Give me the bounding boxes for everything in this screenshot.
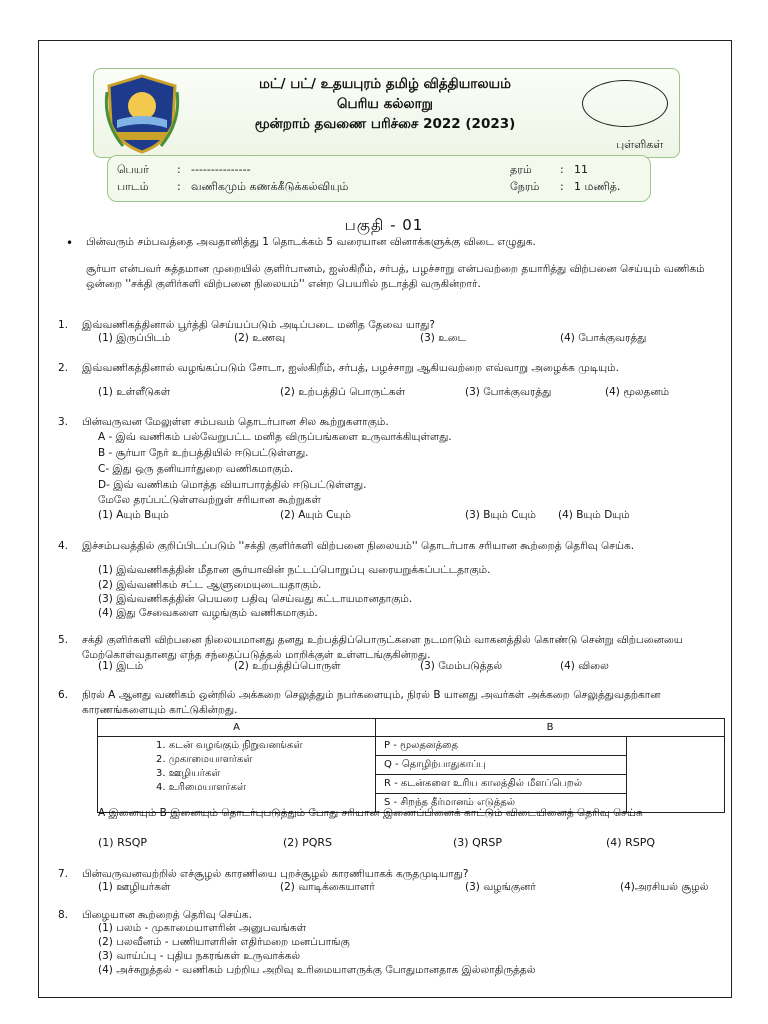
option-4[interactable]: (4) போக்குவரத்து (560, 332, 647, 344)
question-number: 6. (58, 689, 69, 701)
bullet-icon: • (66, 236, 74, 250)
question-number: 3. (58, 416, 69, 428)
option-1[interactable]: (1) ஊழியர்கள் (98, 881, 171, 893)
list-item: 3. ஊழியர்கள் (156, 768, 221, 779)
option-4[interactable]: (4) அச்சுறுத்தல் - வணிகம் பற்றிய அறிவு உரிமையாளருக்கு போதுமானதாக இல்லாதிருத்தல் (98, 964, 536, 976)
time-value: 1 மணித். (574, 180, 621, 193)
list-item: Q - தொழிற்பாதுகாப்பு (376, 756, 627, 775)
question-text: நிரல் A ஆனது வணிகம் ஒன்றில் அக்கறை செலுத்தும் நபர்களையும், நிரல் B யானது அவர்கள் அக்கறை செலுத்துவதற்கான காரணங்களையும் காட்டுகின்றது. (82, 689, 661, 716)
time-row (510, 180, 620, 195)
subject-label: பாடம் (117, 180, 149, 193)
question-text: இவ்வணிகத்தினால் வழங்கப்படும் சோடா, ஐஸ்கிறீம், சர்பத், பழச்சாறு ஆகியவற்றை எவ்வாறு அழைக்க முடியும். (82, 362, 619, 374)
option-1[interactable]: (1) இவ்வணிகத்தின் மீதான சூர்யாவின் நட்டப்பொறுப்பு வரையறுக்கப்பட்டதாகும். (98, 564, 491, 576)
name-value: --------------- (191, 163, 251, 176)
question-number: 7. (58, 868, 69, 880)
question-number: 5. (58, 634, 69, 646)
statement-d: D- இவ் வணிகம் மொத்த வியாபாரத்தில் ஈடுபட்டுள்ளது. (98, 479, 367, 491)
option-2[interactable]: (2) உணவு (234, 332, 286, 344)
statement-a: A - இவ் வணிகம் பல்வேறுபட்ட மனித விருப்பங்களை உருவாக்கியுள்ளது. (98, 431, 452, 443)
grade-row (510, 163, 588, 178)
option-2[interactable]: (2) உற்பத்திப்பொருள் (234, 660, 341, 672)
list-item: R - கடன்களை உரிய காலத்தில் மீளப்பெறல் (376, 775, 627, 794)
list-item: S - சிறந்த தீர்மானம் எடுத்தல் (376, 794, 627, 812)
question-text: இச்சம்பவத்தில் குறிப்பிடப்படும் ''சக்தி குளிர்களி விற்பனை நிலையம்'' தொடர்பாக சரியான கூற்றைத் தெரிவு செய்க. (82, 540, 635, 552)
option-2[interactable]: (2) உற்பத்திப் பொருட்கள் (280, 386, 406, 398)
column-a-header: A (98, 719, 376, 737)
option-1[interactable]: (1) இடம் (98, 660, 144, 672)
list-item: 1. கடன் வழங்கும் நிறுவனங்கள் (156, 740, 303, 751)
option-3[interactable]: (3) QRSP (453, 836, 502, 849)
question-text: சக்தி குளிர்களி விற்பனை நிலையமானது தனது உற்பத்திப்பொருட்களை நடமாடும் வாகனத்தில் கொண்டு சென்று விற்பனையை மேற்கொள்வதானது எந்த சந்தைப்படுத்தல் மாறிக்குள் உள்ளடங்குகின்றது. (82, 634, 683, 661)
option-4[interactable]: (4) Bயும் Dயும் (558, 509, 630, 521)
option-3[interactable]: (3) மேம்படுத்தல் (420, 660, 503, 672)
scenario-paragraph: சூர்யா என்பவர் சுத்தமான முறையில் குளிர்பானம், ஐஸ்கிறீம், சர்பத், பழச்சாறு என்பவற்றை தயாரித்து விற்பனை செய்யும் வணிகம் ஒன்றை ''சக்தி குளிர்களி விற்பனை நிலையம்'' என்ற பெயரில் நடாத்தி வருகின்றார். (86, 263, 705, 290)
list-item: 4. உரிமையாளர்கள் (156, 782, 246, 793)
school-location: பெரிய கல்லாறு (337, 96, 433, 112)
exam-title: மூன்றாம் தவணை பரிச்சை 2022 (2023) (254, 116, 516, 132)
column-a-list (98, 737, 376, 813)
option-1[interactable]: (1) இருப்பிடம் (98, 332, 171, 344)
statement-c: C- இது ஒரு தனியார்துறை வணிகமாகும். (98, 463, 294, 475)
name-label: பெயர் (117, 163, 149, 176)
name-row (117, 163, 251, 178)
option-4[interactable]: (4) RSPQ (606, 836, 655, 849)
option-1[interactable]: (1) RSQP (98, 836, 147, 849)
option-2[interactable]: (2) இவ்வணிகம் சட்ட ஆளுமையுடையதாகும். (98, 579, 322, 591)
option-2[interactable]: (2) Aயும் Cயும் (280, 509, 351, 521)
subject-row (117, 180, 348, 195)
option-2[interactable]: (2) PQRS (283, 836, 332, 849)
question-number: 4. (58, 540, 69, 552)
school-crest-logo (103, 72, 181, 154)
option-3[interactable]: (3) இவ்வணிகத்தின் பெயரை பதிவு செய்வது கட்டாயமானதாகும். (98, 593, 413, 605)
marks-oval (582, 80, 668, 127)
statement-b: B - சூர்யா நேர் உற்பத்தியில் ஈடுபட்டுள்ளது. (98, 447, 309, 459)
question-number: 1. (58, 319, 69, 331)
option-3[interactable]: (3) போக்குவரத்து (465, 386, 552, 398)
matching-table (97, 718, 725, 813)
option-2[interactable]: (2) பலவீனம் - பணியாளரின் எதிர்மறை மனப்பாங்கு (98, 936, 350, 948)
option-3[interactable]: (3) வழங்குனர் (465, 881, 536, 893)
option-4[interactable]: (4) இது சேவைகளை வழங்கும் வணிகமாகும். (98, 607, 318, 619)
option-4[interactable]: (4) மூலதனம் (605, 386, 670, 398)
option-3[interactable]: (3) Bயும் Cயும் (465, 509, 536, 521)
question-text: இவ்வணிகத்தினால் பூர்த்தி செய்யப்படும் அடிப்படை மனித தேவை யாது? (82, 319, 435, 331)
question-text: பிழையான கூற்றைத் தெரிவு செய்க. (82, 909, 252, 921)
column-b-list (376, 737, 725, 813)
option-3[interactable]: (3) வாய்ப்பு - புதிய நகரங்கள் உருவாக்கல் (98, 950, 301, 962)
time-colon: : (560, 180, 564, 193)
marks-label: புள்ளிகள் (616, 138, 664, 151)
time-label: நேரம் (510, 180, 540, 193)
name-colon: : (177, 163, 181, 176)
question-text: பின்வருவனவற்றில் எச்சூழல் காரணியை புறச்சூழல் காரணியாகக் கருதமுடியாது? (82, 868, 469, 880)
option-1[interactable]: (1) உள்ளீடுகள் (98, 386, 171, 398)
column-b-header: B (376, 719, 725, 737)
school-name: மட்/ பட்/ உதயபுரம் தமிழ் வித்தியாலயம் (259, 76, 511, 92)
subject-colon: : (177, 180, 181, 193)
intro-instruction: பின்வரும் சம்பவத்தை அவதானித்து 1 தொடக்கம் 5 வரையான வினாக்களுக்கு விடை எழுதுக. (86, 236, 536, 248)
list-item: P - மூலதனத்தை (376, 737, 627, 756)
list-item: 2. முகாமையாளர்கள் (156, 754, 253, 765)
grade-colon: : (560, 163, 564, 176)
subject-value: வணிகமும் கணக்கீடுக்கல்வியும் (191, 180, 349, 193)
section-title: பகுதி - 01 (344, 216, 424, 234)
grade-value: 11 (574, 163, 588, 176)
question-prompt: A இனையும் B இனையும் தொடர்புபடுத்தும் போது சரியான இணைப்பினைக் காட்டும் விடையினைத் தெரிவு செய்க (98, 807, 643, 819)
question-number: 2. (58, 362, 69, 374)
option-1[interactable]: (1) Aயும் Bயும் (98, 509, 169, 521)
question-text: பின்வருவன மேலுள்ள சம்பவம் தொடர்பான சில கூற்றுகளாகும். (82, 416, 389, 428)
question-number: 8. (58, 909, 69, 921)
option-4[interactable]: (4)அரசியல் சூழல் (620, 881, 709, 893)
option-3[interactable]: (3) உடை (420, 332, 467, 344)
option-4[interactable]: (4) விலை (560, 660, 609, 672)
grade-label: தரம் (510, 163, 532, 176)
option-2[interactable]: (2) வாடிக்கையாளர் (280, 881, 375, 893)
school-title-block (220, 74, 550, 134)
question-prompt: மேலே தரப்பட்டுள்ளவற்றுள் சரியான கூற்றுகள் (98, 494, 321, 506)
option-1[interactable]: (1) பலம் - முகாமையாளரின் அனுபவங்கள் (98, 922, 307, 934)
